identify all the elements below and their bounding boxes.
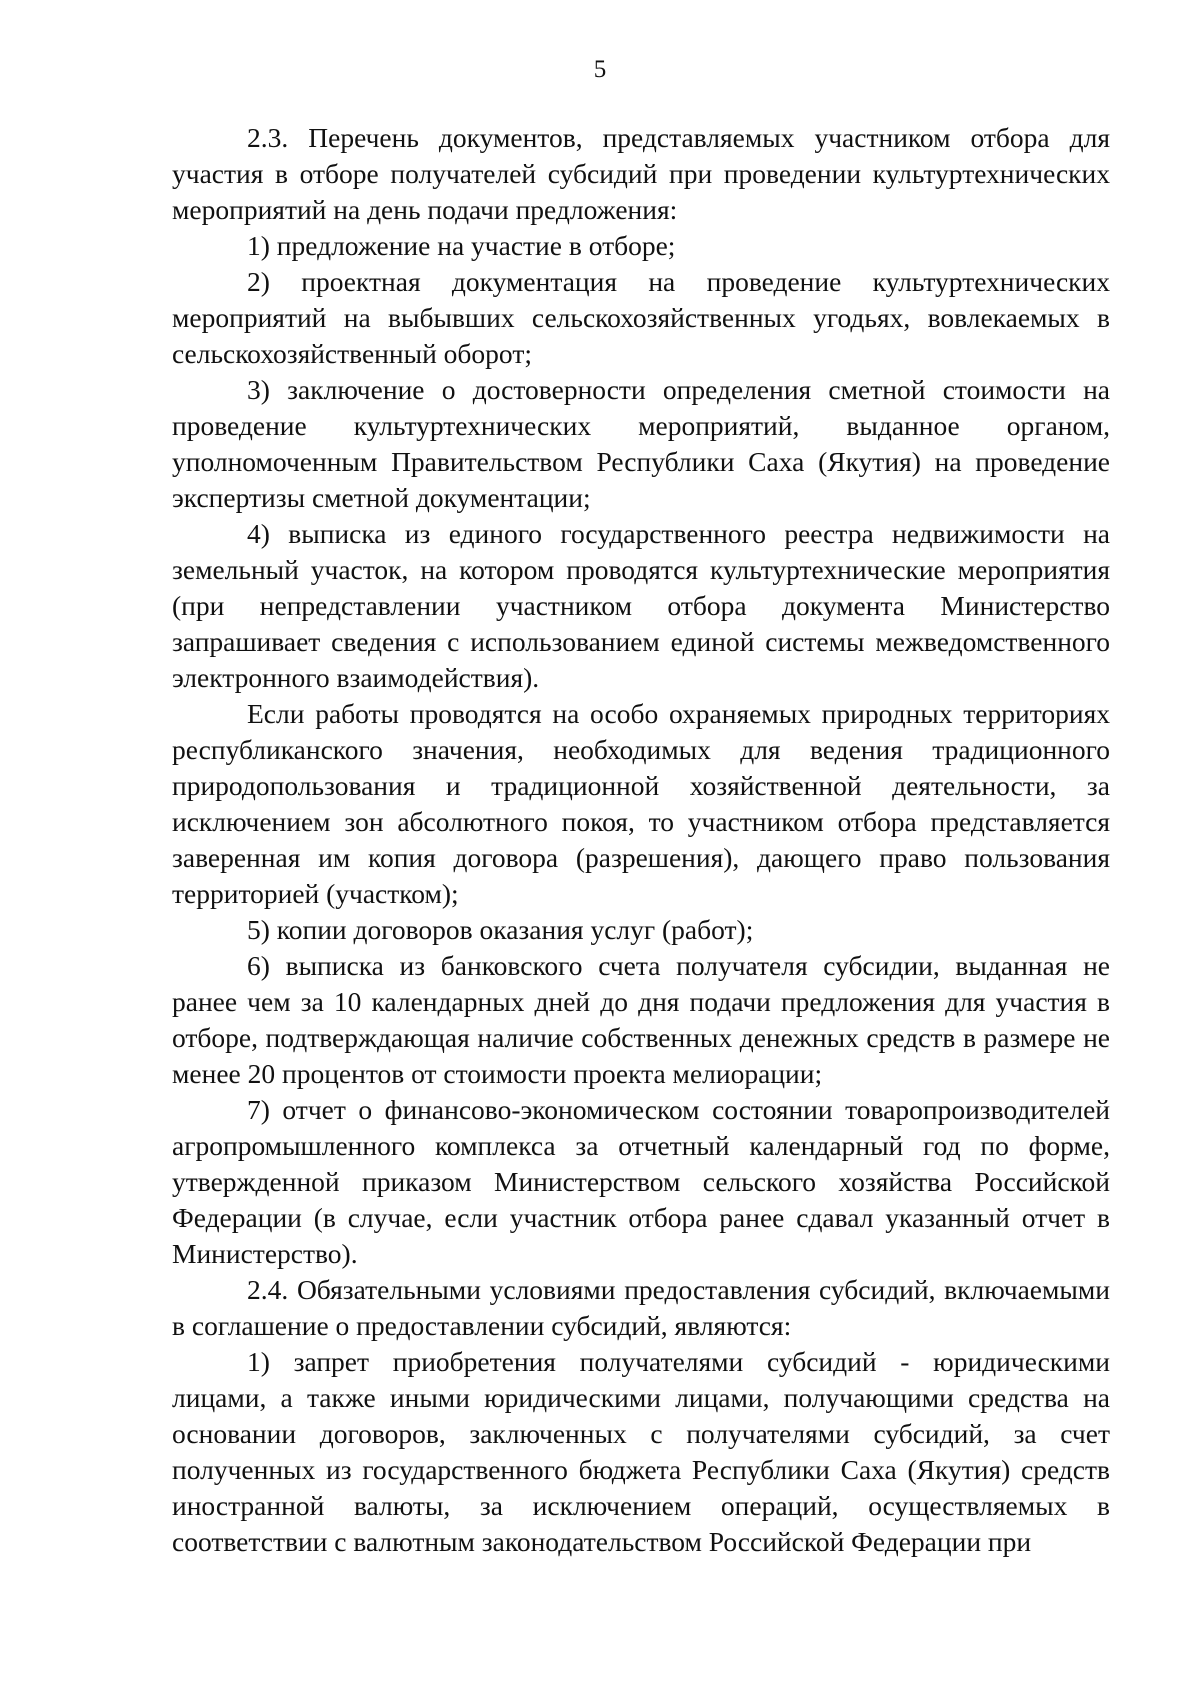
paragraph-item-5: 5) копии договоров оказания услуг (работ); <box>247 914 754 945</box>
page-number: 5 <box>593 56 607 83</box>
paragraph-item-3: 3) заключение о достоверности определения сметной стоимости на проведение культуртехнических мероприятий, выданное органом, уполномоченным Правительством Республики Саха (Якутия) на проведение экспертизы сметной документации; <box>172 374 1110 513</box>
paragraph-item-2: 2) проектная документация на проведение культуртехнических мероприятий на выбывших сельскохозяйственных угодьях, вовлекаемых в сельскохозяйственный оборот; <box>172 266 1110 369</box>
paragraph-2-4: 2.4. Обязательными условиями предоставления субсидий, включаемыми в соглашение о предоставлении субсидий, являются: <box>172 1274 1110 1341</box>
paragraph-protected-territories: Если работы проводятся на особо охраняемых природных территориях республиканского значения, необходимых для ведения традиционного природопользования и традиционной хозяйственной деятельности, за исключением зон абсолютного покоя, то участником отбора представляется заверенная им копия договора (разрешения), дающего право пользования территорией (участком); <box>172 698 1110 909</box>
paragraph-item-6: 6) выписка из банковского счета получателя субсидии, выданная не ранее чем за 10 календарных дней до дня подачи предложения для участия в отборе, подтверждающая наличие собственных денежных средств в размере не менее 20 процентов от стоимости проекта мелиорации; <box>172 950 1110 1089</box>
paragraph-item-4: 4) выписка из единого государственного реестра недвижимости на земельный участок, на котором проводятся культуртехнические мероприятия (при непредставлении участником отбора документа Министерство запрашивает сведения с использованием единой системы межведомственного электронного взаимодействия). <box>172 518 1110 693</box>
paragraph-2-3: 2.3. Перечень документов, представляемых участником отбора для участия в отборе получателей субсидий при проведении культуртехнических мероприятий на день подачи предложения: <box>172 122 1110 225</box>
paragraph-2-4-item-1: 1) запрет приобретения получателями субсидий - юридическими лицами, а также иными юридическими лицами, получающими средства на основании договоров, заключенных с получателями субсидий, за счет полученных из государственного бюджета Республики Саха (Якутия) средств иностранной валюты, за исключением операций, осуществляемых в соответствии с валютным законодательством Российской Федерации при <box>172 1346 1110 1557</box>
paragraph-item-1: 1) предложение на участие в отборе; <box>247 230 676 261</box>
paragraph-item-7: 7) отчет о финансово-экономическом состоянии товаропроизводителей агропромышленного комплекса за отчетный календарный год по форме, утвержденной приказом Министерством сельского хозяйства Российской Федерации (в случае, если участник отбора ранее сдавал указанный отчет в Министерство). <box>172 1094 1110 1269</box>
document-body <box>172 120 1110 1560</box>
